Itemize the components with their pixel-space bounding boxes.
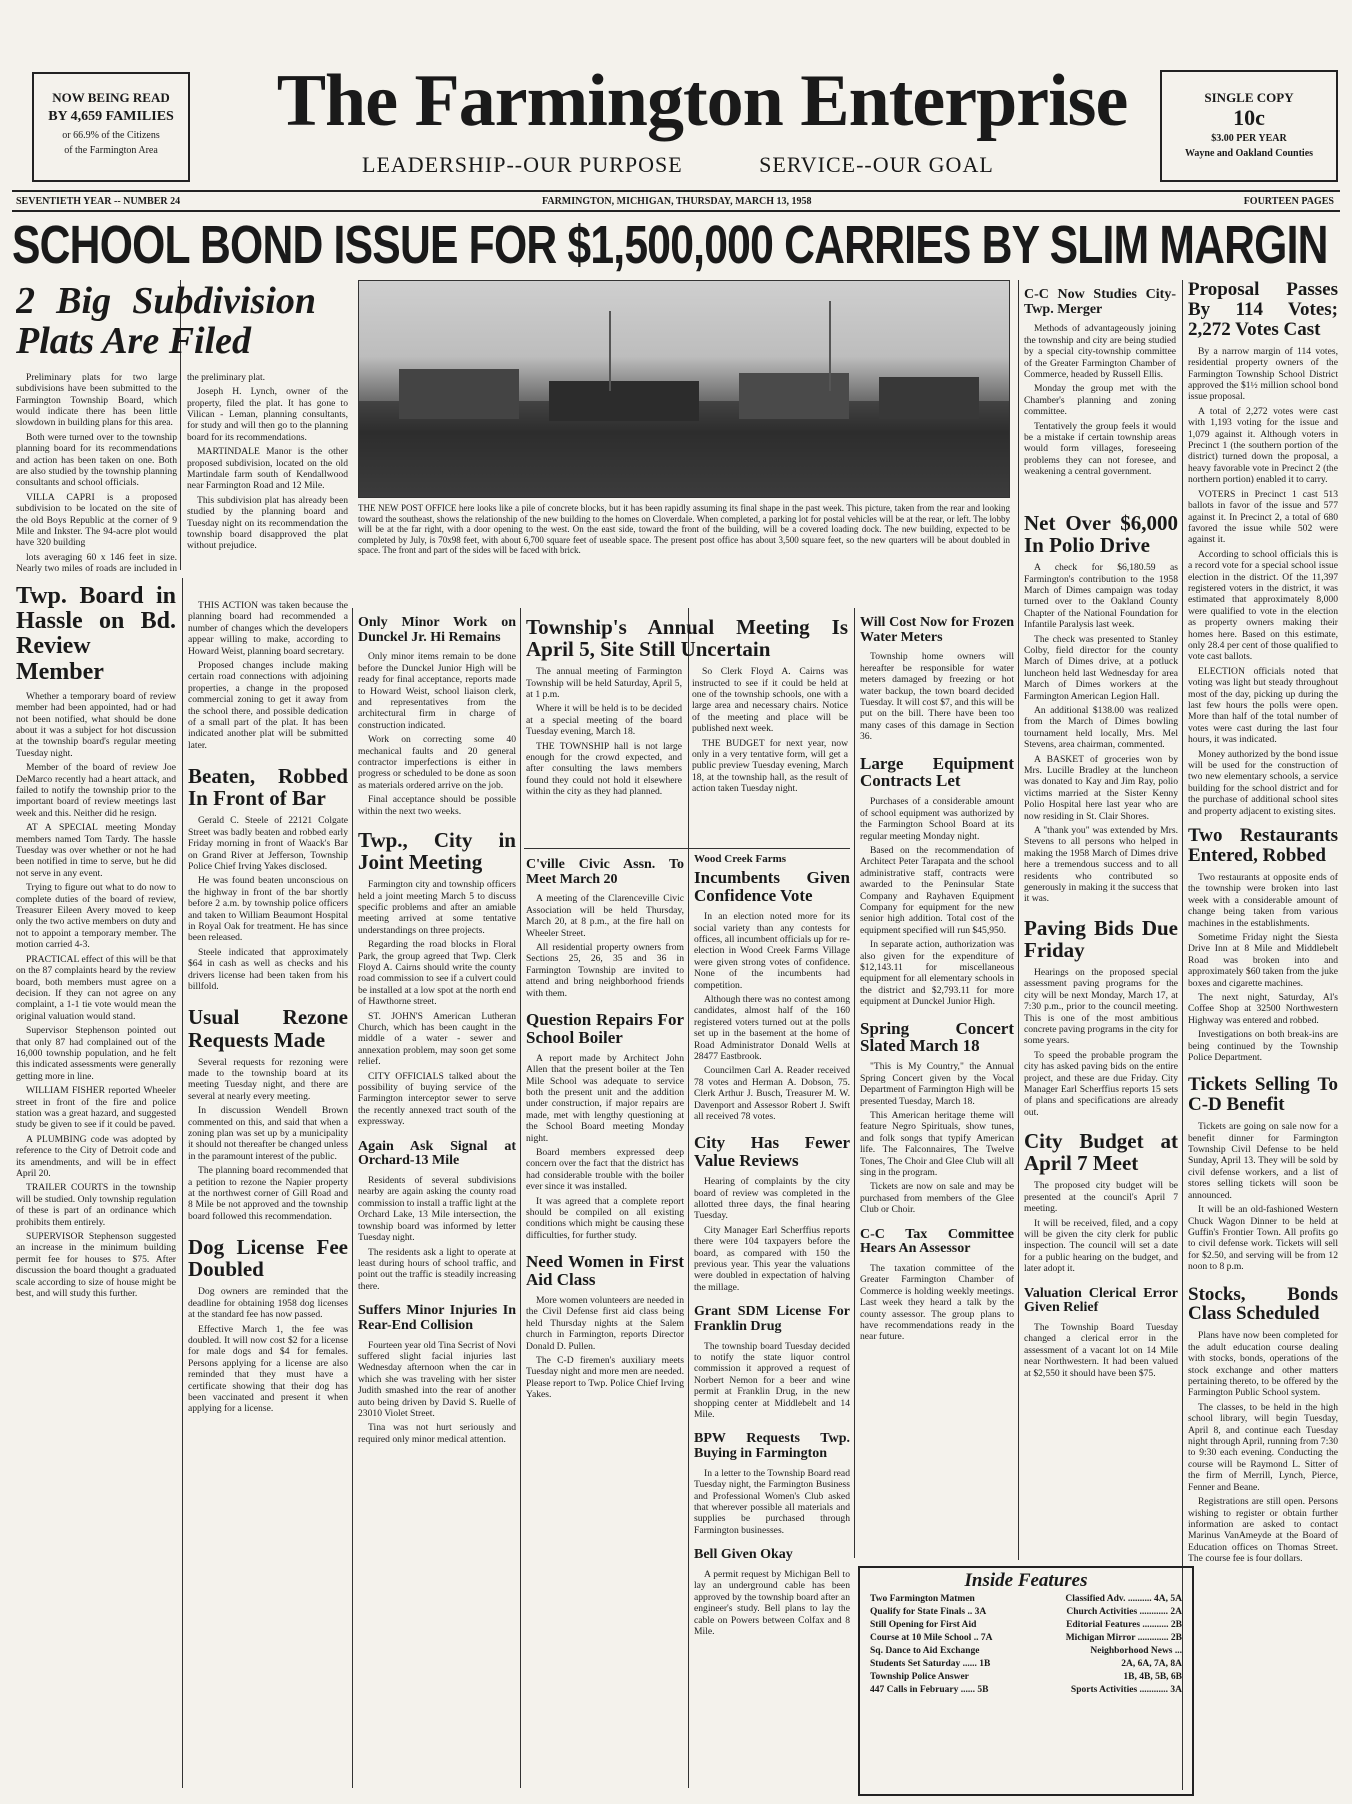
story-paragraph: By a narrow margin of 114 votes, residential property owners of the Farmington Township School District approved the $1½ million school bond issue proposal. — [1188, 345, 1338, 403]
story-paragraph: Steele indicated that approximately $64 in cash as well as checks and his drivers license had been taken from his billfold. — [188, 946, 348, 993]
story-paragraph: City Manager Earl Scherffius reports there were 104 taxpayers before the board, as compared with 150 the previous year. This year the valuations were doubled in expectation of halving the millage. — [694, 1224, 850, 1293]
story-paragraph: Preliminary plats for two large subdivisions have been submitted to the Farmington Township Board, which would indicate there has been little slowdown in building plans for this area. — [16, 371, 177, 429]
story-paragraph: lots averaging 60 x 146 feet in size. Nearly two miles of roads are included in the preliminary plat. — [16, 371, 266, 574]
story-headline: Dog License Fee Doubled — [188, 1235, 348, 1282]
post-office-photo — [358, 280, 1010, 498]
story-paragraph: The classes, to be held in the high school library, will begin Tuesday, April 8, and continue each Tuesday night through April, running from 7:30 to 9:30 each evening. Conducting the course will be Raymond L. Sitter of the firm of Merrill, Lynch, Pierce, Fenner and Beane. — [1188, 1401, 1338, 1493]
feature-left: Two Farmington Matmen — [870, 1594, 975, 1604]
story-paragraph: Methods of advantageously joining the township and city are being studied by a special city-township committee of the Greater Farmington Chamber of Commerce, headed by Russell Ellis. — [1024, 323, 1176, 380]
feature-row — [870, 1684, 1182, 1697]
ear-line: 10c — [1233, 105, 1265, 130]
story-paragraph: Farmington city and township officers held a joint meeting March 5 to discuss specific problems and after an amiable meeting arrived at some tentative understandings on three projects. — [358, 879, 516, 936]
story-annual-meeting — [526, 612, 848, 844]
story-headline: C-C Now Studies City-Twp. Merger — [1024, 287, 1176, 317]
story-headline: Again Ask Signal at Orchard-13 Mile — [358, 1138, 516, 1169]
story-merger — [1024, 284, 1176, 502]
story-paragraph: The annual meeting of Farmington Township will be held Saturday, April 5, at 1 p.m. — [526, 666, 682, 700]
column-four — [526, 854, 684, 1794]
story-paragraph: The planning board recommended that a petition to rezone the Napier property at the northwest corner of Gill Road and 8 Mile be not approved and the township board followed this recommendation. — [188, 1165, 348, 1222]
story-paragraph: Dog owners are reminded that the deadline for obtaining 1958 dog licenses at the standard fee has now passed. — [188, 1286, 348, 1321]
story-paragraph: The next night, Saturday, Al's Coffee Shop at 32500 Northwestern Highway was entered and robbed. — [1188, 991, 1338, 1026]
feature-left: Qualify for State Finals .. 3A — [870, 1607, 987, 1617]
story-paragraph: ST. JOHN'S American Lutheran Church, which has been caught in the middle of a water - sewer and annexation problem, may soon get some relief. — [358, 1010, 516, 1068]
story-paragraph: It will be received, filed, and a copy will be given the city clerk for public inspection. The council will set a date for a public hearing on the budget, and later adopt it. — [1024, 1217, 1178, 1275]
story-headline: Incumbents Given Confidence Vote — [694, 868, 850, 906]
column-rule — [182, 578, 183, 1788]
story-paragraph: WILLIAM FISHER reported Wheeler street in front of the fire and police station was a great hazard, and suggested study be given to see if it could be paved. — [16, 1085, 176, 1131]
story-paragraph: Tina was not hurt seriously and required only minor medical attention. — [358, 1422, 516, 1445]
story-paragraph: Plans have now been completed for the adult education course dealing with stocks, bonds, operations of the stock exchange and other matters pertaining thereto, to be offered by the Farmington Public School system. — [1188, 1330, 1338, 1399]
story-paragraph: This subdivision plat has already been studied by the planning board and Tuesday night on its recommendation the township board disapproved the plat without prejudice. — [187, 494, 348, 552]
story-headline: Stocks, Bonds Class Scheduled — [1188, 1283, 1338, 1325]
story-headline: Township's Annual Meeting Is April 5, Site Still Uncertain — [526, 615, 848, 662]
feature-row — [870, 1658, 1182, 1671]
column-eight — [1188, 822, 1338, 1794]
story-paragraph: So Clerk Floyd A. Cairns was instructed to see if it could be held at one of the township schools, one with a large area and necessary chairs. Notice of the meeting and place will be published next week. — [692, 666, 848, 735]
feature-row — [870, 1645, 1182, 1658]
story-paragraph: Member of the board of review Joe DeMarco recently had a heart attack, and failed to notify the township prior to the important board of review meetings last week and this. Neither did he resign. — [16, 762, 176, 819]
story-paragraph: Money authorized by the bond issue will be used for the construction of two new elementary schools, a service building for the school district and for the purchase of additional school sites and property adjacent to existing sites. — [1188, 748, 1338, 816]
ear-line: or 66.9% of the Citizens — [62, 130, 160, 141]
story-headline: Paving Bids Due Friday — [1024, 915, 1178, 962]
story-paragraph: According to school officials this is a record vote for a special school issue election in the district. Of the 11,397 registered voters in the district, it was estimated that approximately 8,000 were qualified to vote in the election as property owners making their homes here. Based on this estimate, only 28.4 per cent of those qualified to vote cast ballots. — [1188, 548, 1338, 663]
story-paragraph: "This is My Country," the Annual Spring Concert given by the Vocal Department of Farmington High will be presented Tuesday, March 18. — [860, 1061, 1014, 1107]
story-headline: C'ville Civic Assn. To Meet March 20 — [526, 857, 684, 887]
feature-right: 2A, 6A, 7A, 8A — [1121, 1659, 1182, 1669]
feature-right: Sports Activities ............ 3A — [1070, 1685, 1182, 1695]
story-paragraph: Supervisor Stephenson pointed out that only 87 had complained out of the 16,000 township population, and he felt this indicated assessments were generally getting more in line. — [16, 1025, 176, 1082]
newspaper-front-page — [12, 8, 1340, 1798]
story-paragraph: The check was presented to Stanley Colby, field director for the county March of Dimes drive, at a potluck luncheon held last Wednesday for area March of Dimes workers at the Farmington American Legion Hall. — [1024, 633, 1178, 702]
story-paragraph: In discussion Wendell Brown commented on this, and said that when a zoning plan was set up by a municipality it should not thereafter be changed unless in the paramount interest of the public. — [188, 1105, 348, 1162]
story-paragraph: A PLUMBING code was adopted by reference to the City of Detroit code and its amendments, and will be in effect April 20. — [16, 1133, 176, 1179]
dateline-bar — [12, 190, 1340, 212]
story-paragraph: The residents ask a light to operate at least during hours of school traffic, and point out the traffic is steadily increasing there. — [358, 1246, 516, 1292]
feature-right: Church Activities ............ 2A — [1066, 1607, 1182, 1617]
story-paragraph: A check for $6,180.59 as Farmington's contribution to the 1958 March of Dimes campaign was today turned over to the Oakland County Chapter of the National Foundation for Infantile Paralysis last week. — [1024, 562, 1178, 631]
story-paragraph: Final acceptance should be possible within the next two weeks. — [358, 794, 516, 817]
story-paragraph: A BASKET of groceries won by Mrs. Lucille Bradley at the luncheon was donated to Kay and Jim Ray, polio victims married at the Sister Kenny Polio Hospital here last year who are now residing in St. Clair Shores. — [1024, 753, 1178, 822]
story-headline: Twp. Board in Hassle on Bd. Review Member — [16, 583, 176, 685]
story-label: Wood Creek Farms — [694, 854, 787, 865]
column-rule — [854, 608, 855, 1558]
story-headline: Need Women in First Aid Class — [526, 1252, 684, 1290]
story-paragraph: Investigations on both break-ins are being continued by the Township Police Department. — [1188, 1029, 1338, 1063]
story-headline: Question Repairs For School Boiler — [526, 1010, 684, 1047]
story-subdivision — [16, 278, 348, 574]
inside-features-box — [858, 1566, 1194, 1796]
feature-left: Township Police Answer — [870, 1672, 969, 1682]
story-paragraph: It will be an old-fashioned Western Chuck Wagon Dinner to be held at Guffin's Frontier Town. All profits go to civil defense work. Tickets will sell for $2.50, and serving will be from 12 noon to 8 p.m. — [1188, 1204, 1338, 1273]
story-paragraph: The C-D firemen's auxiliary meets Tuesday night and more men are needed. Please report to Twp. Police Chief Irving Yakes. — [526, 1354, 684, 1401]
tagline-left: LEADERSHIP--OUR PURPOSE — [362, 152, 683, 177]
story-headline: City Budget at April 7 Meet — [1024, 1129, 1178, 1176]
horizontal-rule — [524, 848, 850, 849]
feature-left: Sq. Dance to Aid Exchange — [870, 1646, 980, 1656]
story-paragraph: Only minor items remain to be done before the Dunckel Junior High will be ready for final acceptance, reports made to Howard Weist, school liaison clerk, and representatives from the architectural firm in charge of construction indicated. — [358, 651, 516, 731]
story-proposal — [1188, 276, 1338, 816]
story-paragraph: ELECTION officials noted that voting was light but steady throughout most of the day, picking up during the last few hours the polls were open. More than half of the total number of votes were cast during the last four hours, it was indicated. — [1188, 665, 1338, 746]
story-paragraph: PRACTICAL effect of this will be that on the 87 complaints heard by the review board, both members must agree on a decision. If they can not agree on any complaint, a 1-1 tie vote would mean the original valuation would stand. — [16, 953, 176, 1022]
story-paragraph: To speed the probable program the city has asked paving bids on the entire project, and these are due Friday. City Manager Earl Scherffius reports 15 sets of plans and specifications are already out. — [1024, 1049, 1178, 1118]
feature-row — [870, 1619, 1182, 1632]
story-paragraph: THE BUDGET for next year, now only in a very tentative form, will get a public preview Tuesday evening, March 18, at the township hall, as the result of action taken Tuesday night. — [692, 737, 848, 795]
story-paragraph: VILLA CAPRI is a proposed subdivision to be located on the site of the old Boys Republic at the corner of 9 Mile and Inkster. The 94-acre plot would have 320 building — [16, 491, 177, 549]
column-five — [694, 854, 850, 1794]
story-paragraph: Monday the group met with the Chamber's planning and zoning committee. — [1024, 383, 1176, 418]
story-headline: 2 Big Subdivision Plats Are Filed — [16, 280, 316, 362]
story-paragraph: A total of 2,272 votes were cast with 1,193 voting for the issue and 1,079 against it. Although voters in Precinct 1 (the southern portion of the district) turned down the proposal, a heavy favorable vote in Precinct 2 (the northern portion) enabled it to carry. — [1188, 405, 1338, 486]
banner-headline: SCHOOL BOND ISSUE FOR $1,500,000 CARRIES BY SLIM MARGIN — [12, 215, 1328, 275]
story-paragraph: The taxation committee of the Greater Farmington Chamber of Commerce is holding weekly meetings. Last week they heard a talk by the county assessor. The group plans to have recommendations ready in the near future. — [860, 1262, 1014, 1343]
feature-left: Course at 10 Mile School .. 7A — [870, 1633, 993, 1643]
story-headline: Large Equipment Contracts Let — [860, 753, 1014, 791]
story-paragraph: The township board Tuesday decided to notify the state liquor control commission it approved a request of Norbert Nemon for a beer and wine permit at Franklin Drug, in the new shopping center at Middlebelt and 14 Mile. — [694, 1340, 850, 1420]
feature-right: Editorial Features ........... 2B — [1066, 1620, 1182, 1630]
page-count: FOURTEEN PAGES — [1243, 196, 1334, 207]
story-headline: Bell Given Okay — [694, 1547, 793, 1563]
photo-caption: THE NEW POST OFFICE here looks like a pile of concrete blocks, but it has been rapidly assuming its final shape in the past week. This picture, taken from the rear and looking toward the southeast, shows the relationship of the new building to the homes on Cloverdale. When completed, a parking lot for postal vehicles will be at the rear, or left. The lobby will be at the far right, with a door opening to the west. On the east side, toward the front of the building, will be a covered loading dock. The new building, expected to be completed by July, is 70x98 feet, with about 6,700 square feet of useable space. The present post office has about 3,500 square feet, so the new quarters will be about doubled in space. The front and part of the sides will be faced with brick. — [358, 503, 1010, 556]
story-paragraph: Tickets are now on sale and may be purchased from members of the Glee Club or Choir. — [860, 1181, 1014, 1216]
story-paragraph: Purchases of a considerable amount of school equipment was authorized by the Farmington School Board at its regular meeting Monday night. — [860, 796, 1014, 842]
story-paragraph: An additional $138.00 was realized from the March of Dimes bowling tournament held locally, Mrs. Mel Stevens, area chairman, commented. — [1024, 704, 1178, 751]
feature-row — [870, 1632, 1182, 1645]
feature-right: Neighborhood News ... — [1090, 1646, 1182, 1656]
story-headline: Spring Concert Slated March 18 — [860, 1018, 1014, 1056]
story-paragraph: THIS ACTION was taken because the planning board had recommended a number of changes which the developers appear willing to make, according to Howard Weist, planning board secretary. — [188, 600, 348, 657]
column-seven — [1024, 508, 1178, 1560]
story-paragraph: Tentatively the group feels it would be a mistake if certain township areas would form villages, foreseeing problems they can not foresee, and weakening a central government. — [1024, 420, 1176, 478]
story-paragraph: Joseph H. Lynch, owner of the property, filed the plat. It has gone to Vilican - Leman, planning consultants, for study and will then go to the planning board for its recommendations. — [187, 386, 348, 443]
story-paragraph: It was agreed that a complete report should be compiled on all existing conditions which might be causing these difficulties, for further study. — [526, 1195, 684, 1241]
column-three — [358, 612, 516, 1794]
feature-row — [870, 1593, 1182, 1606]
story-headline: Will Cost Now for Frozen Water Meters — [860, 615, 1014, 645]
story-paragraph: TRAILER COURTS in the township will be studied. Only township regulation of these is part of an ordinance which prohibits them entirely. — [16, 1182, 176, 1228]
story-paragraph: Based on the recommendation of Architect Peter Tarapata and the school administrative staff, contracts were awarded to the Peninsular State Company and Rayhaven Equipment Company for equipment for the new senior high addition. Total cost of the equipment specified will run $45,950. — [860, 844, 1014, 936]
ear-line: Wayne and Oakland Counties — [1184, 148, 1314, 159]
story-paragraph: SUPERVISOR Stephenson suggested an increase in the minimum building permit fee for houses to $75. After discussion the board thought a graduated scale according to size of house might be best, and will study this further. — [16, 1231, 176, 1300]
story-paragraph: More women volunteers are needed in the Civil Defense first aid class being held Thursday nights at the Salem church in Farmington, reports Director Donald D. Pullen. — [526, 1294, 684, 1352]
feature-left: Students Set Saturday ...... 1B — [870, 1659, 991, 1669]
story-paragraph: Whether a temporary board of review member had been appointed, had or had not been notified, what should be done about it was a subject for hot discussion at the township board's regular meeting Tuesday night. — [16, 690, 176, 759]
ear-line: SINGLE COPY — [1204, 90, 1294, 105]
story-paragraph: Township home owners will hereafter be responsible for water meters damaged by freezing or hot water backup, the town board decided Tuesday. It will cost $7, and this will be put on the bill. There have been too many cases of this damage in Section 36. — [860, 651, 1014, 743]
story-paragraph: Proposed changes include making certain road connections with adjoining properties, a change in the proposed commercial zoning to get it away from the school there, and possible dedication of a small part of the plat. It has been indicated another plat will be submitted later. — [188, 660, 348, 751]
story-headline: Tickets Selling To C-D Benefit — [1188, 1074, 1338, 1116]
story-headline: Valuation Clerical Error Given Relief — [1024, 1285, 1178, 1316]
ear-line: NOW BEING READ — [52, 90, 170, 105]
story-paragraph: Two restaurants at opposite ends of the township were broken into last week with a considerable amount of change being taken from various machines in the establishments. — [1188, 871, 1338, 929]
circulation-ear-box — [32, 72, 190, 182]
feature-right: 1B, 4B, 5B, 6B — [1123, 1672, 1182, 1682]
story-paragraph: Fourteen year old Tina Secrist of Novi suffered slight facial injuries last Wednesday afternoon when the car in which she was traveling with her sister Judith smashed into the rear of another auto being driven by David S. Ruelle of 23010 Violet Street. — [358, 1339, 516, 1419]
story-paragraph: The Township Board Tuesday changed a clerical error in the assessment of a vacant lot on 14 Mile near Northwestern. It had been valued at $2,550 it should have been $75. — [1024, 1321, 1178, 1379]
story-paragraph: THE TOWNSHIP hall is not large enough for the crowd expected, and after consulting the laws members found they could not hold it elsewhere within the city as they had planned. — [526, 740, 682, 798]
feature-left: 447 Calls in February ...... 5B — [870, 1685, 989, 1695]
story-paragraph: CITY OFFICIALS talked about the possibility of buying service of the Farmington interceptor sewer to serve the recently annexed tract south of the expressway. — [358, 1070, 516, 1128]
story-headline: Net Over $6,000 In Polio Drive — [1024, 511, 1178, 558]
story-paragraph: The proposed city budget will be presented at the council's April 7 meeting. — [1024, 1180, 1178, 1215]
features-title: Inside Features — [964, 1570, 1088, 1591]
feature-right: Classified Adv. .......... 4A, 5A — [1065, 1594, 1182, 1604]
story-paragraph: A report made by Architect John Allen that the present boiler at the Ten Mile School was adequate to service both the present unit and the addition under construction, if major repairs are made, met with lengthy questioning at the School Board meeting Monday night. — [526, 1052, 684, 1144]
feature-left: Still Opening for First Aid — [870, 1620, 977, 1630]
column-two — [188, 600, 348, 1794]
story-paragraph: Several requests for rezoning were made to the township board at its meeting Tuesday night, and there are several at nearly every meeting. — [188, 1056, 348, 1102]
story-paragraph: VOTERS in Precinct 1 cast 513 ballots in favor of the issue and 577 against it. In Precinct 2, a total of 680 favored the issue while 502 were against it. — [1188, 488, 1338, 546]
story-paragraph: Hearing of complaints by the city board of review was completed in the allotted three days, the final hearing Tuesday. — [694, 1176, 850, 1222]
ear-line: $3.00 PER YEAR — [1211, 133, 1287, 144]
story-paragraph: In an election noted more for its social variety than any contests for offices, all incumbent officials up for re-election in Wood Creek Farms Village were given strong votes of confidence. None of the incumbents had competition. — [694, 911, 850, 991]
story-headline: Two Restaurants Entered, Robbed — [1188, 825, 1338, 866]
story-paragraph: Where it will be held is to be decided at a special meeting of the board Tuesday evening, March 18. — [526, 703, 682, 738]
volume-number: SEVENTIETH YEAR -- NUMBER 24 — [16, 196, 181, 207]
ear-line: of the Farmington Area — [64, 145, 158, 156]
story-paragraph: Effective March 1, the fee was doubled. It will now cost $2 for a license for male dogs and $4 for females. Persons applying for a license are also reminded that they must have a certificate showing that their dog has been vaccinated and present it when applying for a license. — [188, 1323, 348, 1415]
story-headline: City Has Fewer Value Reviews — [694, 1133, 850, 1171]
feature-row — [870, 1671, 1182, 1684]
story-paragraph: A meeting of the Clarenceville Civic Association will be held Thursday, March 20, at 8 p.m., at the fire hall on Wheeler Street. — [526, 893, 684, 939]
story-paragraph: Gerald C. Steele of 22121 Colgate Street was badly beaten and robbed early Friday morning in front of Waack's Bar on Grand River at Jefferson, Township Police Chief Irving Yakes disclosed. — [188, 815, 348, 872]
place-date: FARMINGTON, MICHIGAN, THURSDAY, MARCH 13, 1958 — [542, 196, 812, 207]
story-paragraph: He was found beaten unconscious on the highway in front of the bar shortly before 2 a.m. by township police officers and taken to William Beaumont Hospital in Royal Oak for treatment. He has since been released. — [188, 875, 348, 944]
story-paragraph: Residents of several subdivisions nearby are again asking the county road commission to install a traffic light at the Orchard Lake, 13 Mile intersection, the township board was informed by letter Tuesday night. — [358, 1175, 516, 1244]
story-headline: Twp., City in Joint Meeting — [358, 828, 516, 875]
story-paragraph: Councilmen Carl A. Reader received 78 votes and Herman A. Dobson, 75. Clerk Arthur J. Busch, Treasurer M. W. Davenport and Assessor Robert J. Swift all received 78 votes. — [694, 1065, 850, 1122]
story-paragraph: AT A SPECIAL meeting Monday members named Tom Tardy. The hassle Tuesday was over whether or not he had been notified in time to serve, but he did not serve in any event. — [16, 822, 176, 879]
story-paragraph: Both were turned over to the township planning board for its recommendations and action has been taken on one. Both are also studied by the township planning consultants and school officials. — [16, 431, 177, 489]
story-headline: Beaten, Robbed In Front of Bar — [188, 764, 348, 811]
story-headline: C-C Tax Committee Hears An Assessor — [860, 1226, 1014, 1257]
story-paragraph: Tickets are going on sale now for a benefit dinner for Farmington Township Civil Defense to be held Sunday, April 13. They will be sold by civil defense workers, and a list of stores selling tickets will soon be announced. — [1188, 1121, 1338, 1201]
story-headline: Proposal Passes By 114 Votes; 2,272 Votes Cast — [1188, 279, 1338, 340]
story-paragraph: All residential property owners from Sections 25, 26, 35 and 36 in Farmington Township are invited to attend and bring neighborhood friends with them. — [526, 942, 684, 999]
story-paragraph: Registrations are still open. Persons wishing to register or obtain further information are asked to contact Marinus VanAmeyde at the Board of Education offices on Thomas Street. The course fee is four dollars. — [1188, 1496, 1338, 1565]
story-headline: BPW Requests Twp. Buying in Farmington — [694, 1431, 850, 1462]
story-headline: Usual Rezone Requests Made — [188, 1005, 348, 1052]
story-headline: Only Minor Work on Dunckel Jr. Hi Remains — [358, 615, 516, 645]
story-paragraph: Work on correcting some 40 mechanical faults and 20 general contractor imperfections is either in progress or scheduled to be done as soon as materials ordered arrive on the job. — [358, 734, 516, 791]
story-paragraph: Hearings on the proposed special assessment paving programs for the city will be next Monday, March 17, at 7:30 p.m., prior to the council meeting. This is one of the most ambitious concrete paving programs in the city for some years. — [1024, 966, 1178, 1047]
column-rule — [1018, 280, 1019, 1560]
story-paragraph: Sometime Friday night the Siesta Drive Inn at 8 Mile and Middlebelt Road was broken into and approximately $60 taken from the juke boxes and cigarette machines. — [1188, 931, 1338, 989]
story-paragraph: Regarding the road blocks in Floral Park, the group agreed that Twp. Clerk Floyd A. Cairns should write the county road commission to see if a culvert could be installed at a low spot at the north end of Hawthorne street. — [358, 939, 516, 1008]
story-paragraph: A "thank you" was extended by Mrs. Stevens to all persons who helped in making the 1958 March of Dimes drive here a tremendous success and to all residents who contributed so generously in making it the success that it was. — [1024, 825, 1178, 905]
newspaper-title: The Farmington Enterprise — [276, 60, 1128, 142]
column-rule — [520, 608, 521, 1788]
tagline — [362, 152, 1032, 178]
column-rule — [352, 608, 353, 1788]
column-rule — [1182, 280, 1183, 1790]
story-paragraph: Although there was no contest among candidates, almost half of the 160 registered voters turned out at the polls set up in the basement at the home of Road Administrator Donald Wells at 28477 Eastbrook. — [694, 993, 850, 1062]
ear-line: BY 4,659 FAMILIES — [48, 109, 174, 124]
column-six — [860, 612, 1014, 1560]
story-paragraph: MARTINDALE Manor is the other proposed subdivision, located on the old Martindale farm south of Kendallwood near Farmington Road and 12 Mile. — [187, 446, 348, 492]
story-paragraph: In separate action, authorization was also given for the expenditure of $12,143.11 for miscellaneous equipment for all elementary schools in the district and $2,793.11 for more equipment at Dunckel Junior High. — [860, 939, 1014, 1008]
story-headline: Grant SDM License For Franklin Drug — [694, 1304, 850, 1334]
story-paragraph: A permit request by Michigan Bell to lay an underground cable has been approved by the township board after an engineer's study. Bell plans to lay the cable on Powers between Colfax and 8 Mile. — [694, 1568, 850, 1637]
story-twp-board — [16, 580, 176, 1794]
story-paragraph: This American heritage theme will feature Negro Spirituals, show tunes, and folk songs that typify American life. The Falconnaires, The Twelve Tones, The Choir and Glee Club will all sing in the program. — [860, 1109, 1014, 1178]
story-paragraph: Trying to figure out what to do now to complete duties of the board of review, Treasurer Eileen Avery moved to keep only the two active members on duty and not to appoint a temporary member. The motion carried 4-3. — [16, 882, 176, 951]
story-headline: Suffers Minor Injuries In Rear-End Collision — [358, 1303, 516, 1333]
tagline-right: SERVICE--OUR GOAL — [759, 152, 994, 177]
price-ear-box — [1160, 70, 1338, 182]
story-paragraph: In a letter to the Township Board read Tuesday night, the Farmington Business and Professional Women's Club asked that wherever possible all materials and supplies be purchased through Farmington businesses. — [694, 1467, 850, 1536]
feature-row — [870, 1606, 1182, 1619]
features-list — [870, 1593, 1182, 1697]
feature-right: Michigan Mirror ............. 2B — [1065, 1633, 1182, 1643]
story-paragraph: Board members expressed deep concern over the fact that the district has had considerable trouble with the boiler ever since it was installed. — [526, 1146, 684, 1193]
